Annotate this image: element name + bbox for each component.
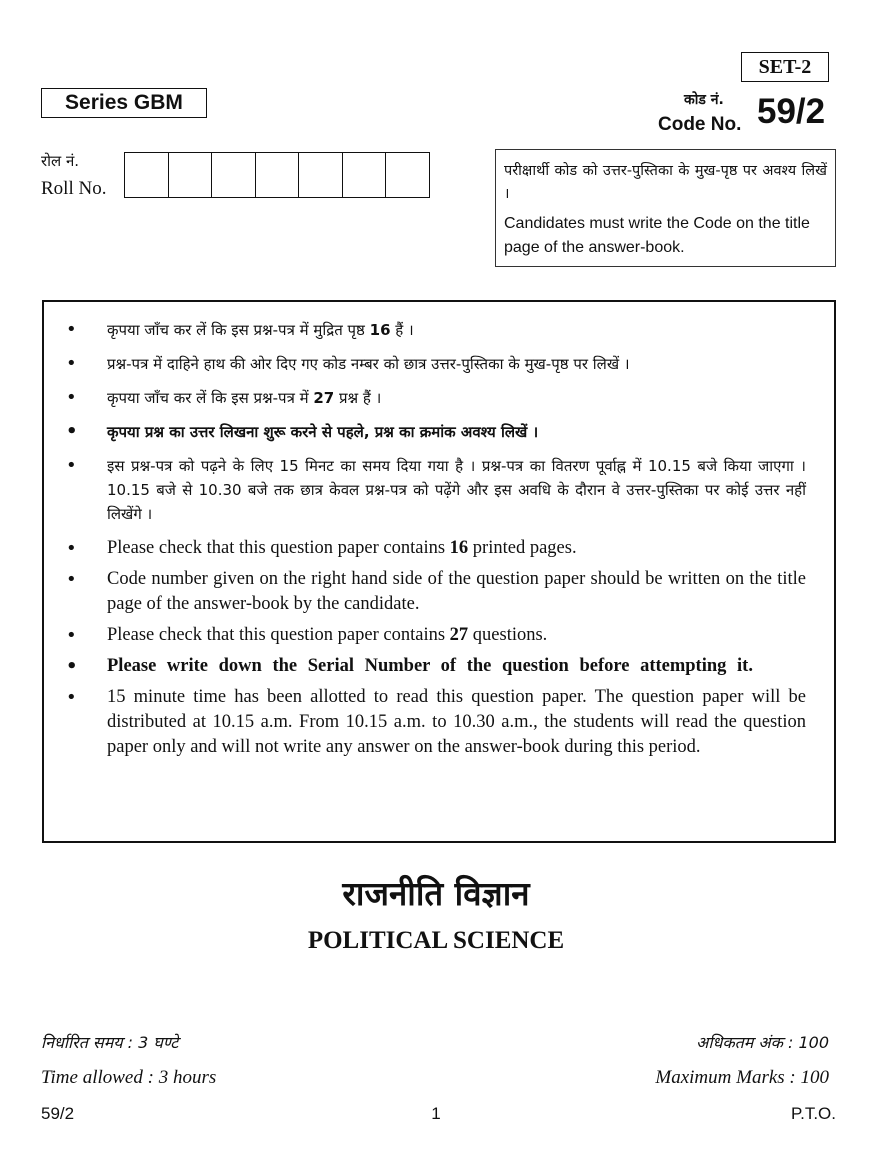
- instruction-item: [66, 454, 806, 526]
- instruction-item: [66, 623, 806, 648]
- instruction-highlight: 16: [449, 538, 469, 558]
- instruction-text: 15 minute time has been allotted to read this question paper. The question paper will be distributed at 10.15 a.m. From 10.15 a.m. to 10.30 a.m., the students will read the question paper only and will not write any answer on the answer-book during this period.: [107, 687, 806, 757]
- instructions-box: [42, 300, 836, 843]
- roll-number-box[interactable]: [343, 153, 387, 197]
- code-number: 59/2: [757, 92, 826, 131]
- footer-pto: P.T.O.: [790, 1104, 836, 1123]
- subject-title-english: POLITICAL SCIENCE: [307, 927, 565, 954]
- set-badge: SET-2: [741, 52, 829, 82]
- footer-code: 59/2: [41, 1104, 75, 1123]
- instruction-text: प्रश्न हैं ।: [334, 389, 382, 407]
- candidate-note-english: Candidates must write the Code on the title page of the answer-book.: [504, 215, 810, 256]
- footer-page-number: 1: [431, 1104, 441, 1123]
- roll-number-box[interactable]: [386, 153, 430, 197]
- instruction-item: [66, 386, 806, 410]
- instruction-item: [66, 352, 806, 376]
- instruction-text: प्रश्न-पत्र में दाहिने हाथ की ओर दिए गए कोड नम्बर को छात्र उत्तर-पुस्तिका के मुख-पृष्ठ पर लिखें ।: [107, 355, 630, 373]
- time-allowed-english: Time allowed : 3 hours: [41, 1067, 217, 1088]
- instruction-highlight: 27: [449, 625, 469, 645]
- instruction-item: [66, 567, 806, 617]
- instruction-text: questions.: [468, 625, 548, 645]
- roll-label-english: Roll No.: [41, 178, 107, 199]
- instruction-text: कृपया प्रश्न का उत्तर लिखना शुरू करने से पहले, प्रश्न का क्रमांक अवश्य लिखें ।: [107, 423, 539, 441]
- time-allowed-hindi: निर्धारित समय : 3 घण्टे: [41, 1033, 179, 1052]
- roll-number-boxes[interactable]: [124, 152, 430, 198]
- roll-number-box[interactable]: [212, 153, 256, 197]
- instruction-text: इस प्रश्न-पत्र को पढ़ने के लिए 15 मिनट का समय दिया गया है । प्रश्न-पत्र का वितरण पूर्वाह्न में 10.15 बजे किया जाएगा । 10.15 बजे से 10.30 बजे तक छात्र केवल प्रश्न-पत्र को पढ़ेंगे और इस अवधि के दौरान वे उत्तर-पुस्तिका पर कोई उत्तर नहीं लिखेंगे ।: [107, 457, 806, 523]
- instruction-highlight: 16: [369, 321, 391, 339]
- instruction-item: [66, 536, 806, 561]
- candidate-note-box: [495, 149, 836, 267]
- max-marks-hindi: अधिकतम अंक : 100: [696, 1033, 829, 1052]
- candidate-note-hindi: परीक्षार्थी कोड को उत्तर-पुस्तिका के मुख-पृष्ठ पर अवश्य लिखें ।: [504, 163, 827, 202]
- instruction-item: [66, 654, 806, 679]
- roll-label-hindi: रोल नं.: [41, 152, 80, 170]
- subject-title-hindi: राजनीति विज्ञान: [342, 874, 530, 913]
- instruction-item: [66, 685, 806, 760]
- instruction-text: printed pages.: [468, 538, 577, 558]
- code-label-english: Code No.: [658, 114, 742, 135]
- instruction-text: Code number given on the right hand side of the question paper should be written on the title page of the answer-book by the candidate.: [107, 569, 806, 614]
- instruction-text: कृपया जाँच कर लें कि इस प्रश्न-पत्र में: [107, 389, 314, 407]
- max-marks-english: Maximum Marks : 100: [655, 1067, 829, 1088]
- instruction-text: Please write down the Serial Number of the question before attempting it.: [107, 656, 753, 676]
- instruction-item: [66, 318, 806, 342]
- roll-number-box[interactable]: [299, 153, 343, 197]
- instruction-text: कृपया जाँच कर लें कि इस प्रश्न-पत्र में मुद्रित पृष्ठ: [107, 321, 370, 339]
- roll-number-box[interactable]: [169, 153, 213, 197]
- roll-number-box[interactable]: [256, 153, 300, 197]
- instruction-text: Please check that this question paper contains: [107, 538, 450, 558]
- instruction-item: [66, 420, 806, 444]
- instruction-text: Please check that this question paper contains: [107, 625, 450, 645]
- series-badge: Series GBM: [41, 88, 207, 118]
- instruction-highlight: 27: [313, 389, 335, 407]
- code-label-hindi: कोड नं.: [684, 92, 724, 108]
- roll-number-box[interactable]: [125, 153, 169, 197]
- instructions-list: [66, 318, 806, 760]
- instruction-text: हैं ।: [390, 321, 414, 339]
